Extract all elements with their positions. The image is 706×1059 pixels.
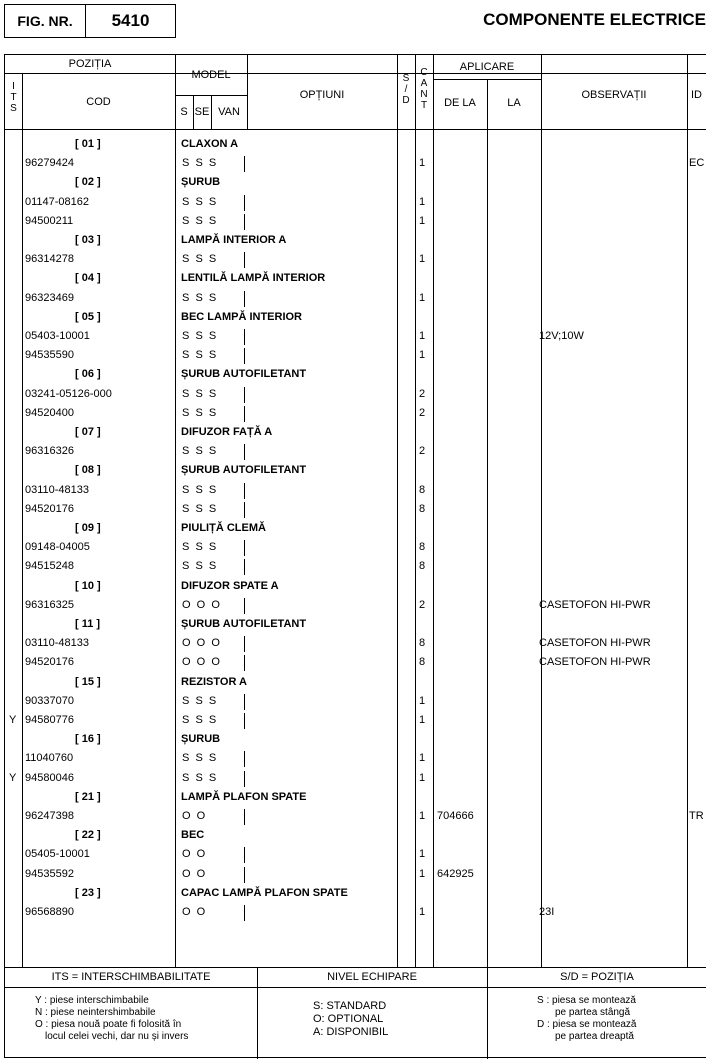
model-flags: S S S xyxy=(182,694,217,707)
position-row xyxy=(5,730,706,749)
model-flags: S S S xyxy=(182,195,217,208)
header-model-se: SE xyxy=(194,106,210,118)
model-flags: O O O xyxy=(182,598,220,611)
header-model-s: S xyxy=(180,106,188,118)
figure-label: FIG. NR. xyxy=(5,5,86,37)
part-code: 96316326 xyxy=(25,445,74,458)
part-name: ȘURUB xyxy=(181,733,221,746)
part-row xyxy=(5,327,706,346)
model-flags: S S S xyxy=(182,752,217,765)
observations: 12V;10W xyxy=(539,330,584,342)
part-code: 11040760 xyxy=(25,752,74,765)
part-name: ȘURUB AUTOFILETANT xyxy=(181,464,307,477)
pozitia-underline xyxy=(5,73,706,74)
part-name: LAMPĂ INTERIOR A xyxy=(181,234,287,246)
legend-header-line xyxy=(5,987,706,988)
legend-its-line-2: N : piese neintershimbabile xyxy=(35,1007,156,1018)
model-separator xyxy=(244,694,245,710)
part-row xyxy=(5,212,706,231)
part-row xyxy=(5,250,706,269)
model-separator xyxy=(244,502,245,518)
position-number: [ 02 ] xyxy=(75,176,101,189)
part-code: 94535590 xyxy=(25,349,74,362)
model-separator xyxy=(244,387,245,403)
model-flags: S S S xyxy=(182,349,217,362)
part-row xyxy=(5,845,706,864)
legend-its-title: ITS = INTERSCHIMBABILITATE xyxy=(51,971,211,983)
model-separator xyxy=(244,809,245,825)
model-flags: S S S xyxy=(182,253,217,266)
position-row xyxy=(5,615,706,634)
model-separator xyxy=(244,252,245,268)
model-flags: S S S xyxy=(182,714,217,726)
position-number: [ 10 ] xyxy=(75,579,101,592)
part-code: 96279424 xyxy=(25,157,74,170)
part-name: ȘURUB AUTOFILETANT xyxy=(181,618,307,630)
legend-nivel-line-3: A: DISPONIBIL xyxy=(313,1026,389,1038)
part-code: 03110-48133 xyxy=(25,483,90,496)
model-flags: O O xyxy=(182,810,206,822)
model-separator xyxy=(244,540,245,556)
position-number: [ 06 ] xyxy=(75,368,101,381)
model-flags: S S S xyxy=(182,445,217,458)
part-row xyxy=(5,807,706,826)
quantity: 1 xyxy=(419,906,426,918)
model-flags: S S S xyxy=(182,406,217,419)
quantity: 8 xyxy=(419,560,426,573)
position-number: [ 22 ] xyxy=(75,829,101,842)
position-number: [ 15 ] xyxy=(75,675,101,688)
model-separator xyxy=(244,329,245,345)
quantity: 1 xyxy=(419,848,426,861)
legend-nivel-line-1: S: STANDARD xyxy=(313,1000,387,1012)
part-name: DIFUZOR FAȚĂ A xyxy=(181,426,273,438)
part-name: ȘURUB AUTOFILETANT xyxy=(181,368,307,381)
header-optiuni: OPȚIUNI xyxy=(299,89,345,101)
position-row xyxy=(5,519,706,538)
part-name: LENTILĂ LAMPĂ INTERIOR xyxy=(181,272,326,285)
position-row xyxy=(5,308,706,327)
model-separator xyxy=(244,598,245,614)
part-row xyxy=(5,692,706,711)
model-separator xyxy=(244,559,245,575)
header-bottom-line xyxy=(5,129,706,130)
header-cant: C A N T xyxy=(420,67,428,111)
header-model-van: VAN xyxy=(218,106,240,118)
model-separator xyxy=(244,713,245,729)
position-number: [ 16 ] xyxy=(75,733,101,746)
position-row xyxy=(5,577,706,596)
part-code: 94520176 xyxy=(25,502,74,515)
part-code: 05403-10001 xyxy=(25,330,90,342)
observations: 23I xyxy=(539,906,555,918)
quantity: 1 xyxy=(419,349,426,362)
observations: CASETOFON HI-PWR xyxy=(539,598,651,611)
part-code: 03110-48133 xyxy=(25,637,90,650)
figure-number-box xyxy=(4,4,176,38)
model-separator xyxy=(244,867,245,883)
position-row xyxy=(5,788,706,807)
part-name: CAPAC LAMPĂ PLAFON SPATE xyxy=(181,886,348,899)
part-row xyxy=(5,538,706,557)
observations: CASETOFON HI-PWR xyxy=(539,656,651,669)
part-code: 94500211 xyxy=(25,214,74,227)
legend-nivel-title: NIVEL ECHIPARE xyxy=(327,971,417,983)
part-row xyxy=(5,769,706,788)
parts-table xyxy=(4,54,706,1058)
position-row xyxy=(5,673,706,692)
header-model: MODEL xyxy=(191,69,231,81)
model-separator xyxy=(244,156,245,172)
model-flags: O O O xyxy=(182,637,220,650)
part-code: 94520176 xyxy=(25,656,74,669)
model-flags: S S S xyxy=(182,541,217,554)
part-name: PIULIȚĂ CLEMĂ xyxy=(181,522,266,534)
part-row xyxy=(5,596,706,615)
header-pozitia: POZIȚIA xyxy=(68,58,112,70)
model-flags: S S S xyxy=(182,483,217,496)
its-value: Y xyxy=(9,714,17,726)
part-name: LAMPĂ PLAFON SPATE xyxy=(181,790,307,803)
model-separator xyxy=(244,847,245,863)
quantity: 8 xyxy=(419,541,426,554)
model-separator xyxy=(244,348,245,364)
part-code: 96568890 xyxy=(25,906,74,918)
quantity: 8 xyxy=(419,656,426,669)
position-number: [ 04 ] xyxy=(75,272,101,285)
position-row xyxy=(5,173,706,192)
figure-number: 5410 xyxy=(111,11,150,30)
part-code: 94580776 xyxy=(25,714,74,726)
part-row xyxy=(5,481,706,500)
part-code: 96247398 xyxy=(25,810,74,822)
legend-sd-title: S/D = POZIȚIA xyxy=(560,971,634,983)
quantity: 2 xyxy=(419,406,426,419)
model-separator xyxy=(244,771,245,787)
part-row xyxy=(5,385,706,404)
part-code: 94535592 xyxy=(25,867,74,880)
part-row xyxy=(5,154,706,173)
quantity: 1 xyxy=(419,253,426,266)
model-flags: S S S xyxy=(182,387,217,400)
part-code: 03241-05126-000 xyxy=(25,387,112,400)
position-row xyxy=(5,423,706,442)
model-flags: S S S xyxy=(182,771,217,784)
quantity: 1 xyxy=(419,867,426,880)
part-code: 01147-08162 xyxy=(25,195,90,208)
position-row xyxy=(5,461,706,480)
quantity: 1 xyxy=(419,214,426,227)
legend-its-line-3: O : piesa nouă poate fi folosită în xyxy=(35,1019,182,1030)
quantity: 8 xyxy=(419,502,426,515)
model-separator xyxy=(244,195,245,211)
model-separator xyxy=(244,291,245,307)
id-value: EC xyxy=(689,157,705,170)
part-row xyxy=(5,634,706,653)
part-name: REZISTOR A xyxy=(181,675,248,688)
part-row xyxy=(5,903,706,922)
header-la: LA xyxy=(507,97,521,109)
quantity: 1 xyxy=(419,752,426,765)
legend-its-line-1: Y : piese interschimbabile xyxy=(35,995,149,1006)
applies-from: 642925 xyxy=(437,867,474,880)
position-number: [ 08 ] xyxy=(75,464,101,477)
position-row xyxy=(5,135,706,154)
model-flags: S S S xyxy=(182,157,217,170)
model-separator xyxy=(244,636,245,652)
header-cod: COD xyxy=(86,96,111,108)
position-number: [ 01 ] xyxy=(75,138,101,150)
position-number: [ 11 ] xyxy=(75,618,101,630)
part-code: 96323469 xyxy=(25,291,74,304)
header-sd: S / D xyxy=(402,73,410,106)
model-flags: O O O xyxy=(182,656,220,669)
part-code: 90337070 xyxy=(25,694,74,707)
quantity: 1 xyxy=(419,157,426,170)
legend-its-line-4: locul celei vechi, dar nu și invers xyxy=(45,1031,189,1042)
part-name: BEC LAMPĂ INTERIOR xyxy=(181,310,302,323)
id-value: TR xyxy=(689,810,704,822)
header-de-la: DE LA xyxy=(444,97,476,109)
part-code: 09148-04005 xyxy=(25,541,90,554)
header-observatii: OBSERVAȚII xyxy=(581,89,647,101)
part-code: 96314278 xyxy=(25,253,74,266)
part-row xyxy=(5,289,706,308)
part-row xyxy=(5,749,706,768)
model-separator xyxy=(244,905,245,921)
legend-nivel-line-2: O: OPTIONAL xyxy=(313,1013,384,1025)
quantity: 8 xyxy=(419,637,426,650)
model-flags: S S S xyxy=(182,291,217,304)
part-name: CLAXON A xyxy=(181,138,239,150)
position-number: [ 07 ] xyxy=(75,426,101,438)
part-row xyxy=(5,442,706,461)
observations: CASETOFON HI-PWR xyxy=(539,637,651,650)
model-flags: S S S xyxy=(182,214,217,227)
part-row xyxy=(5,500,706,519)
applies-from: 704666 xyxy=(437,810,474,822)
quantity: 8 xyxy=(419,483,426,496)
header-aplicare: APLICARE xyxy=(459,61,515,73)
page-title: COMPONENTE ELECTRICE xyxy=(483,10,706,29)
model-flags: O O xyxy=(182,867,206,880)
part-code: 94515248 xyxy=(25,560,74,573)
its-value: Y xyxy=(9,771,17,784)
position-row xyxy=(5,826,706,845)
model-separator xyxy=(244,406,245,422)
part-name: ȘURUB xyxy=(181,176,221,189)
position-row xyxy=(5,269,706,288)
quantity: 1 xyxy=(419,195,426,208)
model-separator xyxy=(244,751,245,767)
part-code: 05405-10001 xyxy=(25,848,90,861)
part-row xyxy=(5,346,706,365)
quantity: 2 xyxy=(419,598,426,611)
position-number: [ 05 ] xyxy=(75,310,101,323)
quantity: 2 xyxy=(419,445,426,458)
model-separator xyxy=(244,214,245,230)
position-number: [ 03 ] xyxy=(75,234,101,246)
legend-sd-line-3: D : piesa se montează xyxy=(537,1019,637,1030)
quantity: 1 xyxy=(419,330,426,342)
model-flags: O O xyxy=(182,848,206,861)
position-row xyxy=(5,231,706,250)
model-flags: S S S xyxy=(182,560,217,573)
model-flags: S S S xyxy=(182,502,217,515)
part-code: 94520400 xyxy=(25,406,74,419)
model-flags: O O xyxy=(182,906,206,918)
model-separator xyxy=(244,444,245,460)
position-number: [ 21 ] xyxy=(75,790,101,803)
header-its: I T S xyxy=(10,81,17,114)
part-row xyxy=(5,404,706,423)
model-separator xyxy=(244,655,245,671)
part-row xyxy=(5,711,706,730)
part-row xyxy=(5,653,706,672)
quantity: 1 xyxy=(419,694,426,707)
quantity: 1 xyxy=(419,771,426,784)
position-number: [ 23 ] xyxy=(75,886,101,899)
part-code: 96316325 xyxy=(25,598,74,611)
legend-sd-line-1: S : piesa se montează xyxy=(537,995,636,1006)
legend-top-line xyxy=(5,967,706,968)
part-name: DIFUZOR SPATE A xyxy=(181,579,279,592)
position-number: [ 09 ] xyxy=(75,522,101,534)
position-row xyxy=(5,365,706,384)
quantity: 1 xyxy=(419,810,426,822)
legend-sd-line-2: pe partea stângă xyxy=(555,1007,631,1018)
quantity: 2 xyxy=(419,387,426,400)
quantity: 1 xyxy=(419,714,426,726)
part-row xyxy=(5,557,706,576)
part-code: 94580046 xyxy=(25,771,74,784)
part-name: BEC xyxy=(181,829,205,842)
position-row xyxy=(5,884,706,903)
quantity: 1 xyxy=(419,291,426,304)
part-row xyxy=(5,193,706,212)
header-id: ID xyxy=(691,89,702,101)
model-separator xyxy=(244,483,245,499)
model-flags: S S S xyxy=(182,330,217,342)
part-row xyxy=(5,865,706,884)
legend-sd-line-4: pe partea dreaptă xyxy=(555,1031,634,1042)
